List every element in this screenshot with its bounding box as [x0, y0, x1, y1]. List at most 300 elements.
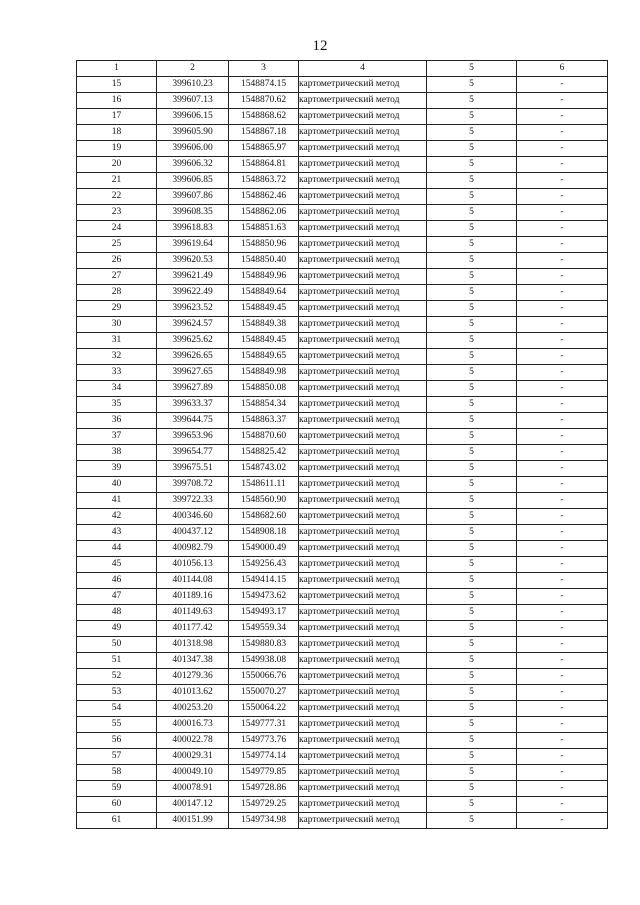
- accuracy-cell: 5: [427, 493, 517, 509]
- x-coordinate-cell: 399625.62: [157, 333, 229, 349]
- point-number-cell: 59: [77, 781, 157, 797]
- y-coordinate-cell: 1548863.72: [229, 173, 299, 189]
- method-cell: картометрический метод: [299, 413, 427, 429]
- point-number-cell: 51: [77, 653, 157, 669]
- table-row: [77, 205, 608, 221]
- method-cell: картометрический метод: [299, 365, 427, 381]
- note-cell: -: [517, 349, 608, 365]
- table-row: [77, 189, 608, 205]
- x-coordinate-cell: 400253.20: [157, 701, 229, 717]
- method-cell: картометрический метод: [299, 589, 427, 605]
- table-row: [77, 573, 608, 589]
- method-cell: картометрический метод: [299, 93, 427, 109]
- y-coordinate-cell: 1548862.46: [229, 189, 299, 205]
- method-cell: картометрический метод: [299, 237, 427, 253]
- method-cell: картометрический метод: [299, 669, 427, 685]
- accuracy-cell: 5: [427, 333, 517, 349]
- method-cell: картометрический метод: [299, 573, 427, 589]
- method-cell: картометрический метод: [299, 77, 427, 93]
- x-coordinate-cell: 399653.96: [157, 429, 229, 445]
- table-row: [77, 93, 608, 109]
- point-number-cell: 27: [77, 269, 157, 285]
- table-row: [77, 749, 608, 765]
- table-row: [77, 349, 608, 365]
- y-coordinate-cell: 1548682.60: [229, 509, 299, 525]
- method-cell: картометрический метод: [299, 685, 427, 701]
- table-row: [77, 557, 608, 573]
- point-number-cell: 36: [77, 413, 157, 429]
- x-coordinate-cell: 399619.64: [157, 237, 229, 253]
- accuracy-cell: 5: [427, 317, 517, 333]
- accuracy-cell: 5: [427, 173, 517, 189]
- x-coordinate-cell: 399608.35: [157, 205, 229, 221]
- table-row: [77, 237, 608, 253]
- method-cell: картометрический метод: [299, 541, 427, 557]
- x-coordinate-cell: 399606.00: [157, 141, 229, 157]
- point-number-cell: 18: [77, 125, 157, 141]
- accuracy-cell: 5: [427, 285, 517, 301]
- y-coordinate-cell: 1548849.64: [229, 285, 299, 301]
- note-cell: -: [517, 621, 608, 637]
- point-number-cell: 46: [77, 573, 157, 589]
- column-header: 3: [229, 61, 299, 77]
- note-cell: -: [517, 173, 608, 189]
- table-row: [77, 621, 608, 637]
- x-coordinate-cell: 401013.62: [157, 685, 229, 701]
- y-coordinate-cell: 1549256.43: [229, 557, 299, 573]
- x-coordinate-cell: 399607.13: [157, 93, 229, 109]
- table-row: [77, 765, 608, 781]
- note-cell: -: [517, 125, 608, 141]
- x-coordinate-cell: 399633.37: [157, 397, 229, 413]
- point-number-cell: 23: [77, 205, 157, 221]
- note-cell: -: [517, 157, 608, 173]
- point-number-cell: 21: [77, 173, 157, 189]
- table-row: [77, 269, 608, 285]
- method-cell: картометрический метод: [299, 797, 427, 813]
- x-coordinate-cell: 400982.79: [157, 541, 229, 557]
- note-cell: -: [517, 717, 608, 733]
- method-cell: картометрический метод: [299, 397, 427, 413]
- point-number-cell: 49: [77, 621, 157, 637]
- method-cell: картометрический метод: [299, 493, 427, 509]
- table-row: [77, 637, 608, 653]
- y-coordinate-cell: 1549779.85: [229, 765, 299, 781]
- table-row: [77, 509, 608, 525]
- note-cell: -: [517, 413, 608, 429]
- y-coordinate-cell: 1549938.08: [229, 653, 299, 669]
- x-coordinate-cell: 399606.15: [157, 109, 229, 125]
- table-row: [77, 141, 608, 157]
- point-number-cell: 24: [77, 221, 157, 237]
- accuracy-cell: 5: [427, 573, 517, 589]
- y-coordinate-cell: 1548743.02: [229, 461, 299, 477]
- table-row: [77, 397, 608, 413]
- table-row: [77, 125, 608, 141]
- accuracy-cell: 5: [427, 109, 517, 125]
- accuracy-cell: 5: [427, 269, 517, 285]
- point-number-cell: 52: [77, 669, 157, 685]
- accuracy-cell: 5: [427, 237, 517, 253]
- table-row: [77, 477, 608, 493]
- method-cell: картометрический метод: [299, 157, 427, 173]
- x-coordinate-cell: 399627.89: [157, 381, 229, 397]
- note-cell: -: [517, 285, 608, 301]
- y-coordinate-cell: 1550070.27: [229, 685, 299, 701]
- y-coordinate-cell: 1549473.62: [229, 589, 299, 605]
- x-coordinate-cell: 399722.33: [157, 493, 229, 509]
- point-number-cell: 31: [77, 333, 157, 349]
- x-coordinate-cell: 399610.23: [157, 77, 229, 93]
- point-number-cell: 20: [77, 157, 157, 173]
- x-coordinate-cell: 400346.60: [157, 509, 229, 525]
- y-coordinate-cell: 1549773.76: [229, 733, 299, 749]
- table-row: [77, 333, 608, 349]
- accuracy-cell: 5: [427, 77, 517, 93]
- accuracy-cell: 5: [427, 733, 517, 749]
- point-number-cell: 56: [77, 733, 157, 749]
- accuracy-cell: 5: [427, 765, 517, 781]
- table-row: [77, 653, 608, 669]
- method-cell: картометрический метод: [299, 173, 427, 189]
- point-number-cell: 34: [77, 381, 157, 397]
- accuracy-cell: 5: [427, 365, 517, 381]
- method-cell: картометрический метод: [299, 717, 427, 733]
- table-row: [77, 77, 608, 93]
- x-coordinate-cell: 399606.32: [157, 157, 229, 173]
- accuracy-cell: 5: [427, 557, 517, 573]
- table-header-row: [77, 61, 608, 77]
- point-number-cell: 48: [77, 605, 157, 621]
- accuracy-cell: 5: [427, 93, 517, 109]
- method-cell: картометрический метод: [299, 749, 427, 765]
- x-coordinate-cell: 400147.12: [157, 797, 229, 813]
- column-header: 5: [427, 61, 517, 77]
- x-coordinate-cell: 400437.12: [157, 525, 229, 541]
- accuracy-cell: 5: [427, 205, 517, 221]
- table-row: [77, 781, 608, 797]
- accuracy-cell: 5: [427, 701, 517, 717]
- point-number-cell: 17: [77, 109, 157, 125]
- y-coordinate-cell: 1548825.42: [229, 445, 299, 461]
- point-number-cell: 26: [77, 253, 157, 269]
- table-row: [77, 589, 608, 605]
- y-coordinate-cell: 1549734.98: [229, 813, 299, 829]
- accuracy-cell: 5: [427, 141, 517, 157]
- table-row: [77, 541, 608, 557]
- x-coordinate-cell: 401279.36: [157, 669, 229, 685]
- point-number-cell: 40: [77, 477, 157, 493]
- y-coordinate-cell: 1549414.15: [229, 573, 299, 589]
- table-row: [77, 173, 608, 189]
- note-cell: -: [517, 109, 608, 125]
- x-coordinate-cell: 400078.91: [157, 781, 229, 797]
- y-coordinate-cell: 1548908.18: [229, 525, 299, 541]
- method-cell: картометрический метод: [299, 429, 427, 445]
- x-coordinate-cell: 399605.90: [157, 125, 229, 141]
- y-coordinate-cell: 1549728.86: [229, 781, 299, 797]
- y-coordinate-cell: 1548851.63: [229, 221, 299, 237]
- table-body: [77, 77, 608, 829]
- note-cell: -: [517, 685, 608, 701]
- x-coordinate-cell: 401347.38: [157, 653, 229, 669]
- method-cell: картометрический метод: [299, 285, 427, 301]
- method-cell: картометрический метод: [299, 813, 427, 829]
- point-number-cell: 28: [77, 285, 157, 301]
- note-cell: -: [517, 269, 608, 285]
- accuracy-cell: 5: [427, 797, 517, 813]
- table-row: [77, 525, 608, 541]
- point-number-cell: 58: [77, 765, 157, 781]
- y-coordinate-cell: 1548849.98: [229, 365, 299, 381]
- accuracy-cell: 5: [427, 125, 517, 141]
- note-cell: -: [517, 381, 608, 397]
- method-cell: картометрический метод: [299, 253, 427, 269]
- note-cell: -: [517, 365, 608, 381]
- y-coordinate-cell: 1548868.62: [229, 109, 299, 125]
- accuracy-cell: 5: [427, 621, 517, 637]
- note-cell: -: [517, 541, 608, 557]
- point-number-cell: 57: [77, 749, 157, 765]
- method-cell: картометрический метод: [299, 653, 427, 669]
- note-cell: -: [517, 253, 608, 269]
- point-number-cell: 32: [77, 349, 157, 365]
- y-coordinate-cell: 1548849.65: [229, 349, 299, 365]
- note-cell: -: [517, 477, 608, 493]
- y-coordinate-cell: 1548560.90: [229, 493, 299, 509]
- table-row: [77, 221, 608, 237]
- x-coordinate-cell: 399623.52: [157, 301, 229, 317]
- y-coordinate-cell: 1549774.14: [229, 749, 299, 765]
- column-header: 2: [157, 61, 229, 77]
- accuracy-cell: 5: [427, 605, 517, 621]
- y-coordinate-cell: 1550066.76: [229, 669, 299, 685]
- point-number-cell: 50: [77, 637, 157, 653]
- method-cell: картометрический метод: [299, 461, 427, 477]
- x-coordinate-cell: 399654.77: [157, 445, 229, 461]
- method-cell: картометрический метод: [299, 381, 427, 397]
- note-cell: -: [517, 429, 608, 445]
- table-row: [77, 157, 608, 173]
- note-cell: -: [517, 141, 608, 157]
- point-number-cell: 37: [77, 429, 157, 445]
- x-coordinate-cell: 399675.51: [157, 461, 229, 477]
- x-coordinate-cell: 399644.75: [157, 413, 229, 429]
- note-cell: -: [517, 301, 608, 317]
- y-coordinate-cell: 1549493.17: [229, 605, 299, 621]
- table-row: [77, 797, 608, 813]
- x-coordinate-cell: 401318.98: [157, 637, 229, 653]
- point-number-cell: 44: [77, 541, 157, 557]
- table-row: [77, 109, 608, 125]
- point-number-cell: 22: [77, 189, 157, 205]
- point-number-cell: 35: [77, 397, 157, 413]
- column-header: 6: [517, 61, 608, 77]
- accuracy-cell: 5: [427, 653, 517, 669]
- point-number-cell: 16: [77, 93, 157, 109]
- point-number-cell: 60: [77, 797, 157, 813]
- x-coordinate-cell: 401177.42: [157, 621, 229, 637]
- table-row: [77, 669, 608, 685]
- point-number-cell: 41: [77, 493, 157, 509]
- method-cell: картометрический метод: [299, 509, 427, 525]
- accuracy-cell: 5: [427, 781, 517, 797]
- x-coordinate-cell: 399621.49: [157, 269, 229, 285]
- note-cell: -: [517, 781, 608, 797]
- y-coordinate-cell: 1548611.11: [229, 477, 299, 493]
- accuracy-cell: 5: [427, 685, 517, 701]
- note-cell: -: [517, 813, 608, 829]
- accuracy-cell: 5: [427, 589, 517, 605]
- method-cell: картометрический метод: [299, 301, 427, 317]
- x-coordinate-cell: 400029.31: [157, 749, 229, 765]
- method-cell: картометрический метод: [299, 765, 427, 781]
- y-coordinate-cell: 1549729.25: [229, 797, 299, 813]
- accuracy-cell: 5: [427, 413, 517, 429]
- note-cell: -: [517, 317, 608, 333]
- accuracy-cell: 5: [427, 349, 517, 365]
- x-coordinate-cell: 399624.57: [157, 317, 229, 333]
- accuracy-cell: 5: [427, 509, 517, 525]
- y-coordinate-cell: 1548863.37: [229, 413, 299, 429]
- x-coordinate-cell: 401149.63: [157, 605, 229, 621]
- point-number-cell: 19: [77, 141, 157, 157]
- accuracy-cell: 5: [427, 301, 517, 317]
- accuracy-cell: 5: [427, 541, 517, 557]
- method-cell: картометрический метод: [299, 605, 427, 621]
- table-row: [77, 733, 608, 749]
- accuracy-cell: 5: [427, 189, 517, 205]
- table-row: [77, 285, 608, 301]
- y-coordinate-cell: 1548870.60: [229, 429, 299, 445]
- table-row: [77, 413, 608, 429]
- point-number-cell: 39: [77, 461, 157, 477]
- note-cell: -: [517, 237, 608, 253]
- y-coordinate-cell: 1548867.18: [229, 125, 299, 141]
- x-coordinate-cell: 399626.65: [157, 349, 229, 365]
- x-coordinate-cell: 400151.99: [157, 813, 229, 829]
- note-cell: -: [517, 221, 608, 237]
- point-number-cell: 43: [77, 525, 157, 541]
- point-number-cell: 15: [77, 77, 157, 93]
- method-cell: картометрический метод: [299, 109, 427, 125]
- note-cell: -: [517, 637, 608, 653]
- y-coordinate-cell: 1548849.45: [229, 333, 299, 349]
- method-cell: картометрический метод: [299, 141, 427, 157]
- y-coordinate-cell: 1548874.15: [229, 77, 299, 93]
- accuracy-cell: 5: [427, 429, 517, 445]
- x-coordinate-cell: 399622.49: [157, 285, 229, 301]
- coordinates-table: [76, 60, 608, 829]
- note-cell: -: [517, 701, 608, 717]
- point-number-cell: 33: [77, 365, 157, 381]
- note-cell: -: [517, 797, 608, 813]
- x-coordinate-cell: 401144.08: [157, 573, 229, 589]
- point-number-cell: 61: [77, 813, 157, 829]
- x-coordinate-cell: 399606.85: [157, 173, 229, 189]
- accuracy-cell: 5: [427, 445, 517, 461]
- table-row: [77, 253, 608, 269]
- accuracy-cell: 5: [427, 397, 517, 413]
- method-cell: картометрический метод: [299, 269, 427, 285]
- y-coordinate-cell: 1548850.40: [229, 253, 299, 269]
- note-cell: -: [517, 93, 608, 109]
- y-coordinate-cell: 1549000.49: [229, 541, 299, 557]
- x-coordinate-cell: 399620.53: [157, 253, 229, 269]
- accuracy-cell: 5: [427, 381, 517, 397]
- note-cell: -: [517, 77, 608, 93]
- y-coordinate-cell: 1549777.31: [229, 717, 299, 733]
- point-number-cell: 30: [77, 317, 157, 333]
- accuracy-cell: 5: [427, 157, 517, 173]
- y-coordinate-cell: 1548850.96: [229, 237, 299, 253]
- table-row: [77, 461, 608, 477]
- method-cell: картометрический метод: [299, 733, 427, 749]
- method-cell: картометрический метод: [299, 637, 427, 653]
- y-coordinate-cell: 1550064.22: [229, 701, 299, 717]
- accuracy-cell: 5: [427, 813, 517, 829]
- note-cell: -: [517, 749, 608, 765]
- method-cell: картометрический метод: [299, 317, 427, 333]
- method-cell: картометрический метод: [299, 221, 427, 237]
- note-cell: -: [517, 525, 608, 541]
- accuracy-cell: 5: [427, 253, 517, 269]
- note-cell: -: [517, 509, 608, 525]
- method-cell: картометрический метод: [299, 333, 427, 349]
- y-coordinate-cell: 1548850.08: [229, 381, 299, 397]
- x-coordinate-cell: 399618.83: [157, 221, 229, 237]
- accuracy-cell: 5: [427, 221, 517, 237]
- x-coordinate-cell: 401056.13: [157, 557, 229, 573]
- note-cell: -: [517, 557, 608, 573]
- x-coordinate-cell: 399708.72: [157, 477, 229, 493]
- y-coordinate-cell: 1548849.38: [229, 317, 299, 333]
- x-coordinate-cell: 401189.16: [157, 589, 229, 605]
- note-cell: -: [517, 589, 608, 605]
- accuracy-cell: 5: [427, 525, 517, 541]
- note-cell: -: [517, 573, 608, 589]
- y-coordinate-cell: 1548862.06: [229, 205, 299, 221]
- method-cell: картометрический метод: [299, 525, 427, 541]
- x-coordinate-cell: 399607.86: [157, 189, 229, 205]
- y-coordinate-cell: 1548854.34: [229, 397, 299, 413]
- y-coordinate-cell: 1548870.62: [229, 93, 299, 109]
- y-coordinate-cell: 1548865.97: [229, 141, 299, 157]
- x-coordinate-cell: 400049.10: [157, 765, 229, 781]
- note-cell: -: [517, 733, 608, 749]
- method-cell: картометрический метод: [299, 477, 427, 493]
- point-number-cell: 42: [77, 509, 157, 525]
- method-cell: картометрический метод: [299, 445, 427, 461]
- y-coordinate-cell: 1548864.81: [229, 157, 299, 173]
- accuracy-cell: 5: [427, 749, 517, 765]
- y-coordinate-cell: 1548849.45: [229, 301, 299, 317]
- note-cell: -: [517, 493, 608, 509]
- note-cell: -: [517, 189, 608, 205]
- accuracy-cell: 5: [427, 717, 517, 733]
- method-cell: картометрический метод: [299, 781, 427, 797]
- note-cell: -: [517, 461, 608, 477]
- table-row: [77, 813, 608, 829]
- y-coordinate-cell: 1549880.83: [229, 637, 299, 653]
- note-cell: -: [517, 333, 608, 349]
- point-number-cell: 55: [77, 717, 157, 733]
- table-row: [77, 317, 608, 333]
- table-row: [77, 685, 608, 701]
- point-number-cell: 45: [77, 557, 157, 573]
- table-row: [77, 301, 608, 317]
- method-cell: картометрический метод: [299, 189, 427, 205]
